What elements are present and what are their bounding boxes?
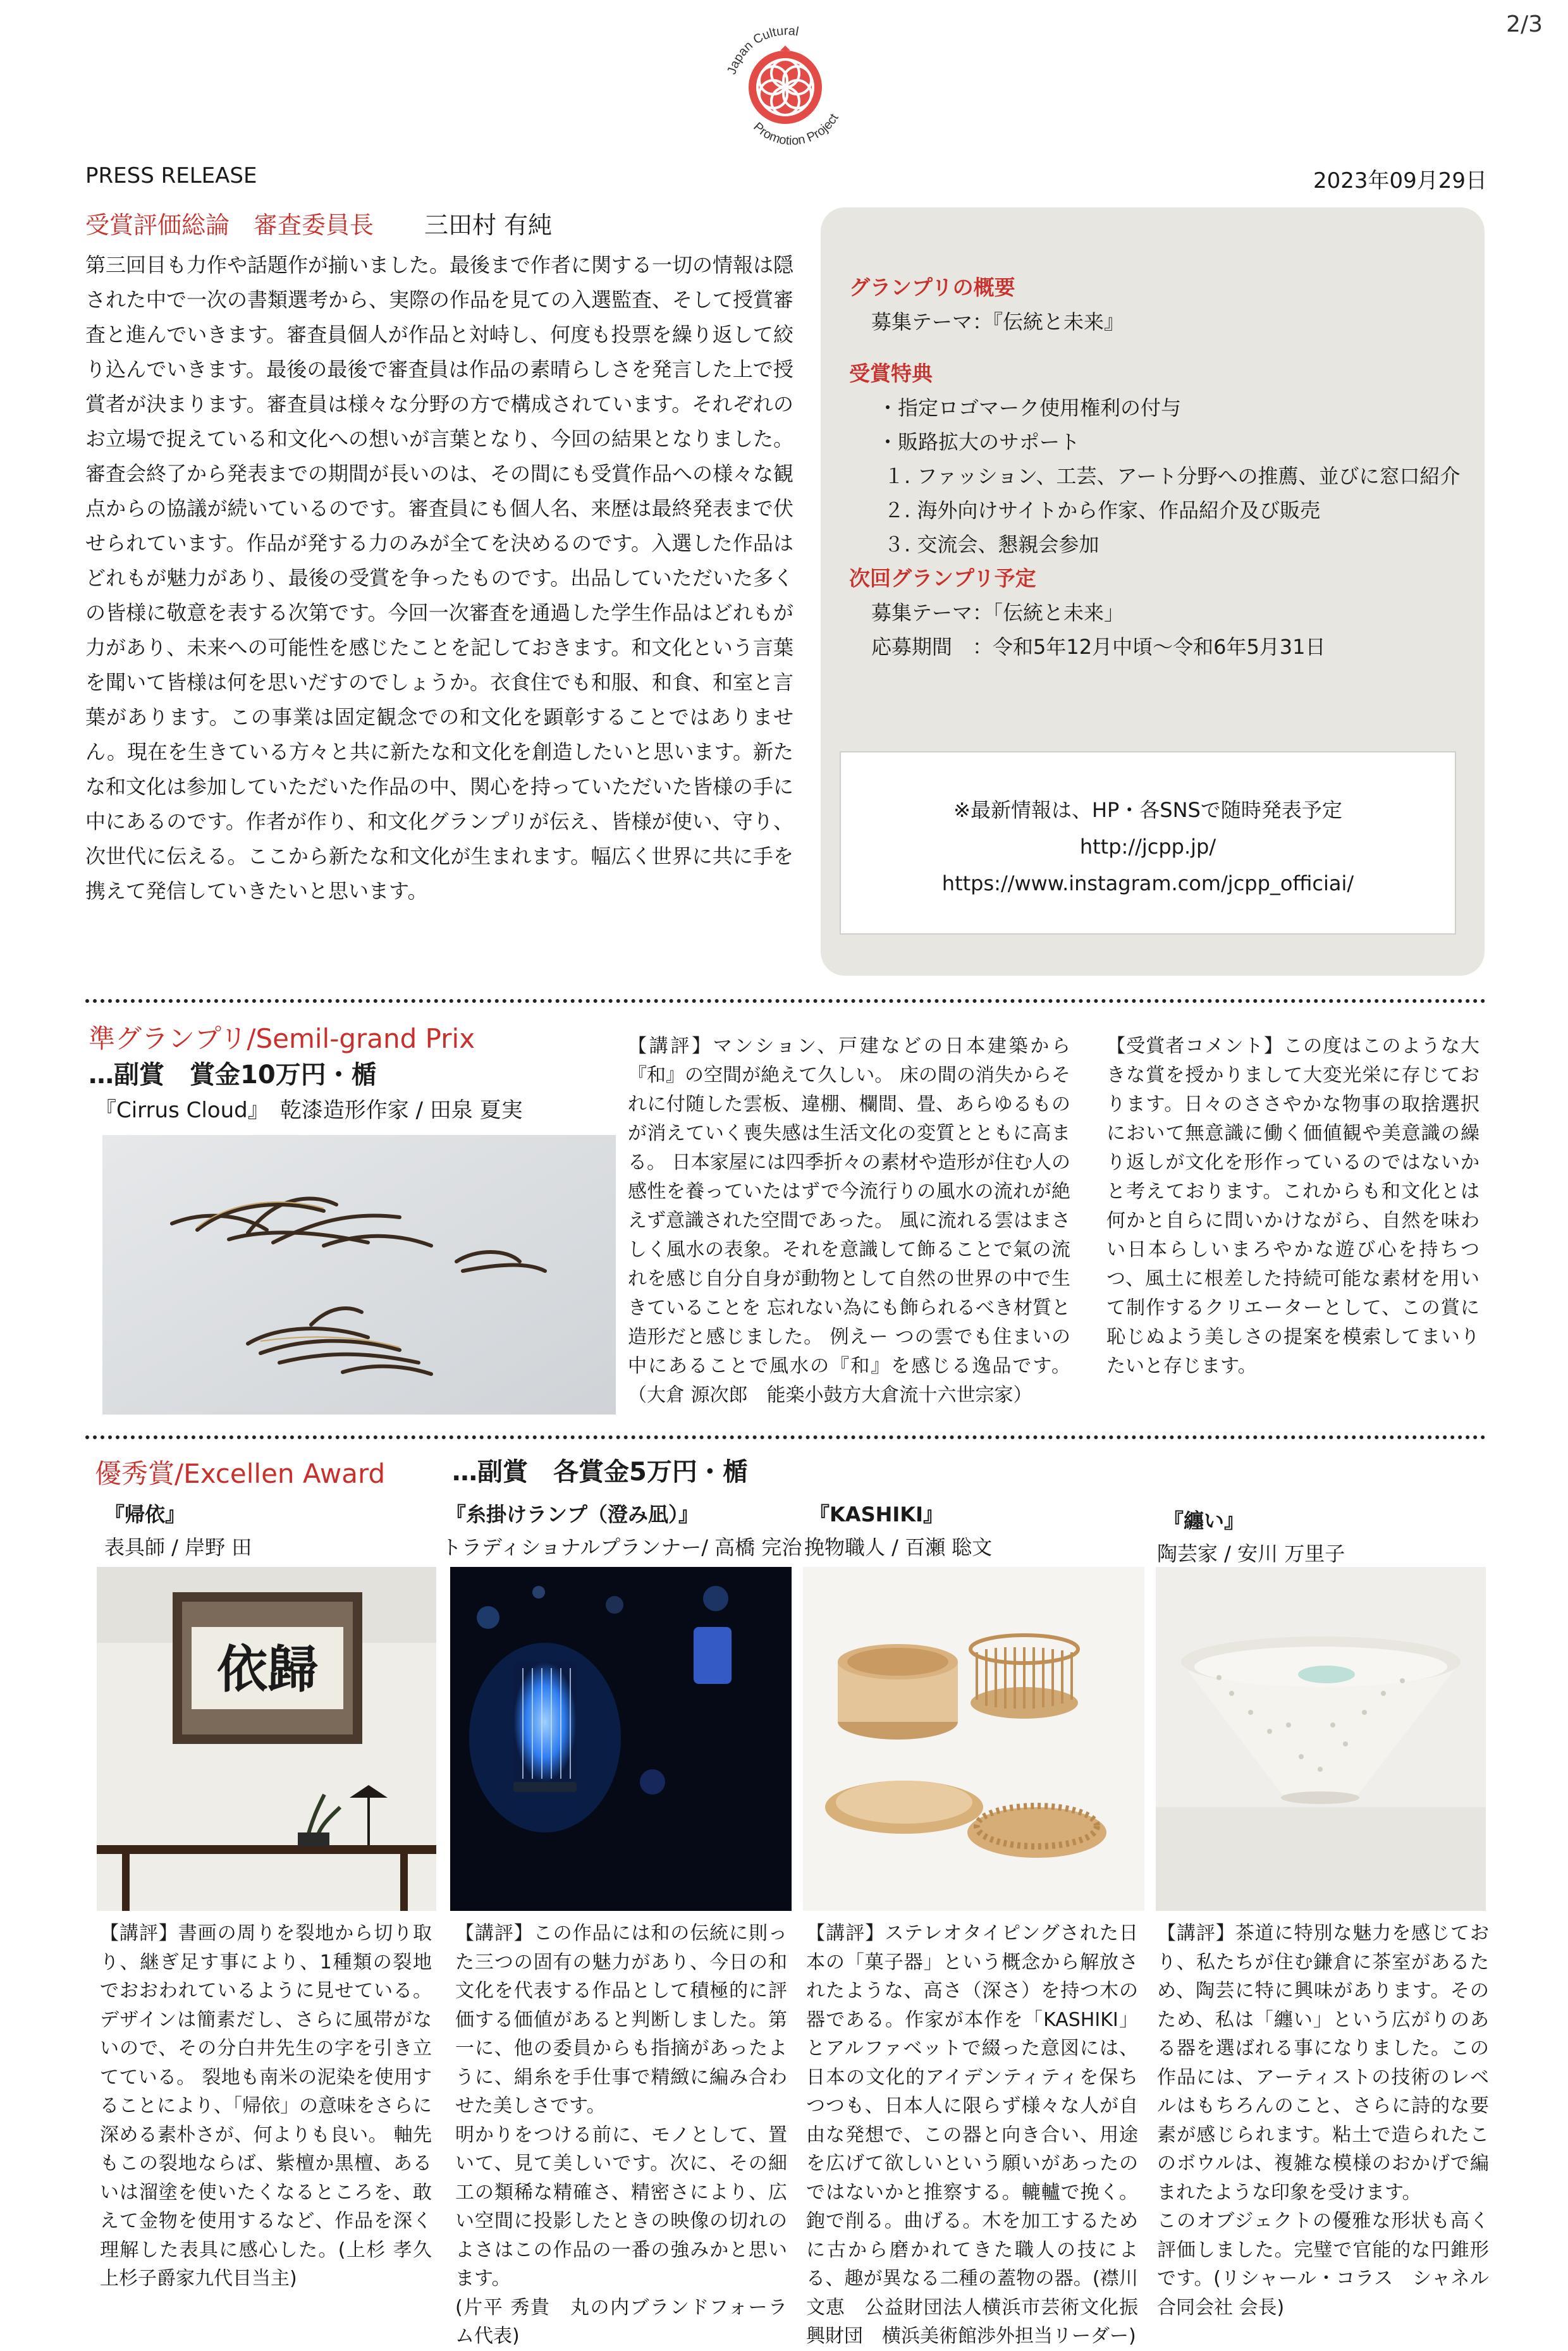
lead-author: 三田村 有純 [424,211,553,239]
logo-text-bottom: Promotion Project [750,111,842,149]
lamp-photo [450,1567,792,1911]
work-artist: 表具師 / 岸野 田 [104,1535,252,1559]
excellent-prize: …副賞 各賞金5万円・楯 [452,1458,748,1487]
work-review: 【講評】ステレオタイピングされた日本の「菓子器」という概念から解放されたような、高さ（深さ）を持つ木の器である。作家が本作を「KASHIKI」とアルファベットで綴った意図には、日本の文化的アイデンティティを保ちつつも、日本人に限らず様々な人が自由な発想で、この器と向き合い、用途を広げて欲しいという願いがあったのではないかと推察する。轆轤で挽く。鉋で削る。曲げる。木を加工するために古から磨かれてきた職人の技による、趣が異なる二種の蓋物の器。(襟川 文恵 公益財団法人横浜市芸術文化振興財団 横浜美術館渉外担当リーダー) [806,1922,1138,2347]
benefit-subitem: ２. 海外向けサイトから作家、作品紹介及び販売 [884,498,1321,522]
info-box [821,207,1485,976]
release-date: 2023年09月29日 [1313,168,1487,193]
lead-heading: 受賞評価総論 審査委員長 [85,211,374,239]
logo-text-top: Japan Cultural [725,23,800,77]
work-artist: 陶芸家 / 安川 万里子 [1157,1542,1345,1566]
next-period: 応募期間 ：令和5年12月中頃〜令和6年5月31日 [871,635,1326,659]
matoi-photo [1156,1567,1486,1911]
press-release-label: PRESS RELEASE [85,163,257,188]
benefit-subitem: １. ファッション、工芸、アート分野への推薦、並びに窓口紹介 [884,464,1461,488]
next-heading: 次回グランプリ予定 [849,566,1036,591]
work-review: 【講評】書画の周りを裂地から切り取り、継ぎ足す事により、1種類の裂地でおおわれているように見せている。デザインは簡素だし、さらに風帯がないので、その分白井先生の字を引き立てている。 裂地も南米の泥染を使用することにより、「帰依」の意味をさらに深める素朴さが、何よりも良い。 軸先もこの裂地ならば、紫檀か黒檀、あるいは溜塗を使いたくなるところを、敢えて金物を使用するなど、作品を深く理解した表具に感心した。(上杉 孝久 上杉子爵家九代目当主) [100,1922,451,2290]
benefit-item: ・指定ロゴマーク使用権利の付与 [878,396,1182,420]
work-title: 『纏い』 [1163,1509,1245,1533]
note-text: ※最新情報は、HP・各SNSで随時発表予定 [953,798,1342,822]
page-number: 2/3 [1506,11,1543,37]
semi-grand-comment: 【受賞者コメント】この度はこのような大きな賞を授かりまして大変光栄に存じております。日々のささやかな物事の取捨選択において無意識に働く価値観や美意識の繰り返しが文化を形作っているのではないかと考えております。これからも和文化とは何かと自らに問いかけながら、自然を味わい日本らしいまろやかな遊び心を持ちつつ、風土に根差した持続可能な素材を用いて制作するクリエーターとして、この賞に恥じぬよう美しさの提案を模索してまいりたいと存じます。 [1106,1035,1479,1377]
work-title: 『KASHIKI』 [809,1502,944,1526]
overview-heading: グランプリの概要 [849,275,1015,300]
kashiki-photo [803,1567,1144,1911]
overview-theme: 募集テーマ：『伝統と未来』 [871,310,1125,334]
work-artist: トラディショナルプランナー/ 高橋 完治 [441,1535,802,1559]
homepage-link[interactable]: http://jcpp.jp/ [1079,835,1216,859]
instagram-link[interactable]: https://www.instagram.com/jcpp_officiai/ [941,871,1354,895]
work-review: 【講評】この作品には和の伝統に則った三つの固有の魅力があり、今日の和文化を代表する作品として積極的に評価する価値があると判断しました。第一に、他の委員からも指摘があったように、絹糸を手仕事で精緻に編み合わせた美しさです。 明かりをつける前に、モノとして、置いて、見て美しいです。次に、その細工の類稀な精確さ、精密さにより、広い空間に投影したときの映像の切れのよさはこの作品の一番の強みかと思います。 (片平 秀貴 丸の内ブランドフォーラム代表) [455,1922,787,2347]
lead-body: 第三回目も力作や話題作が揃いました。最後まで作者に関する一切の情報は隠された中で一次の書類選考から、実際の作品を見ての入選監査、そして授賞審査と進んでいきます。審査員個人が作品と対峙し、何度も投票を繰り返して絞り込んでいきます。最後の最後で審査員は作品の素晴らしさを発言した上で授賞者が決まります。審査員は様々な分野の方で構成されています。それぞれのお立場で捉えている和文化への想いが言葉となり、今回の結果となりました。審査会終了から発表までの期間が長いのは、その間にも受賞作品への様々な観点からの協議が続いているのです。審査員にも個人名、来歴は最終発表まで伏せられています。作品が発する力のみが全てを決めるのです。入選した作品はどれもが魅力があり、最後の受賞を争ったものです。出品していただいた多くの皆様に敬意を表する次第です。今回一次審査を通過した学生作品はどれもが力があり、未来への可能性を感じたことを記しておきます。和文化という言葉を聞いて皆様は何を思いだすのでしょうか。衣食住でも和服、和食、和室と言葉があります。この事業は固定観念での和文化を顕彰することではありません。現在を生きている方々と共に新たな和文化を創造したいと思います。新たな和文化は参加していただいた作品の中、関心を持っていただいた皆様の手に中にあるのです。作者が作り、和文化グランプリが伝え、皆様が使い、守り、次世代に伝える。ここから新たな和文化が生まれます。幅広く世界に共に手を携えて発信していきたいと思います。 [85,253,794,903]
lead-title [85,206,552,240]
section-divider [85,999,1486,1003]
jcpp-logo [714,13,860,158]
section-divider [85,1435,1486,1439]
kie-photo [97,1567,436,1911]
info-note [840,751,1456,935]
next-theme: 募集テーマ：「伝統と未来」 [871,601,1125,625]
semi-grand-title: 準グランプリ/Semil-grand Prix [89,1023,475,1054]
benefit-subitem: ３. 交流会、懇親会参加 [884,532,1099,556]
semi-grand-prize: …副賞 賞金10万円・楯 [89,1060,377,1090]
semi-grand-review: 【講評】マンション、戸建などの日本建築から『和』の空間が絶えて久しい。 床の間の消失からそれに付随した雲板、違棚、欄間、畳、あらゆるものが消えていく喪失感は生活文化の変質とともに高まる。 日本家屋には四季折々の素材や造形が住む人の感性を養っていたはずで今流行りの風水の流れが絶えず意識された空間であった。 風に流れる雲はまさしく風水の表象。それを意識して飾ることで氣の流れを感じ自分自身が動物として自然の世界の中で生きていることを 忘れない為にも飾られるべき材質と造形だと感じました。 例えー つの雲でも住まいの中にあることで風水の『和』を感じる逸品です。（大倉 源次郎 能楽小鼓方大倉流十六世宗家） [628,1035,1070,1406]
work-review: 【講評】茶道に特別な魅力を感じており、私たちが住む鎌倉に茶室があるため、陶芸に特に興味があります。そのため、私は「纏い」という広がりのある器を選ばれる事になりました。この作品には、アーティストの技術のレベルはもちろんのこと、さらに詩的な要素が感じられます。粘土で造られたこのボウルは、複雑な模様のおかげで編まれたような印象を受けます。 このオブジェクトの優雅な形状も高く評価しました。完璧で官能的な円錐形です。(リシャール・コラス シャネル合同会社 会長) [1157,1922,1489,2319]
work-title: 『糸掛けランプ（澄み凪）』 [446,1502,699,1526]
cirrus-cloud-photo [102,1135,616,1415]
benefits-heading: 受賞特典 [849,361,933,386]
excellent-title: 優秀賞/Excellen Award [95,1458,386,1489]
semi-grand-work: 『Cirrus Cloud』 乾漆造形作家 / 田泉 夏実 [95,1098,523,1123]
work-title: 『帰依』 [104,1502,186,1526]
scroll-calligraphy: 依歸 [217,1640,318,1699]
work-artist: 挽物職人 / 百瀬 聡文 [804,1535,993,1559]
benefit-item: ・販路拡大のサポート [878,430,1081,454]
